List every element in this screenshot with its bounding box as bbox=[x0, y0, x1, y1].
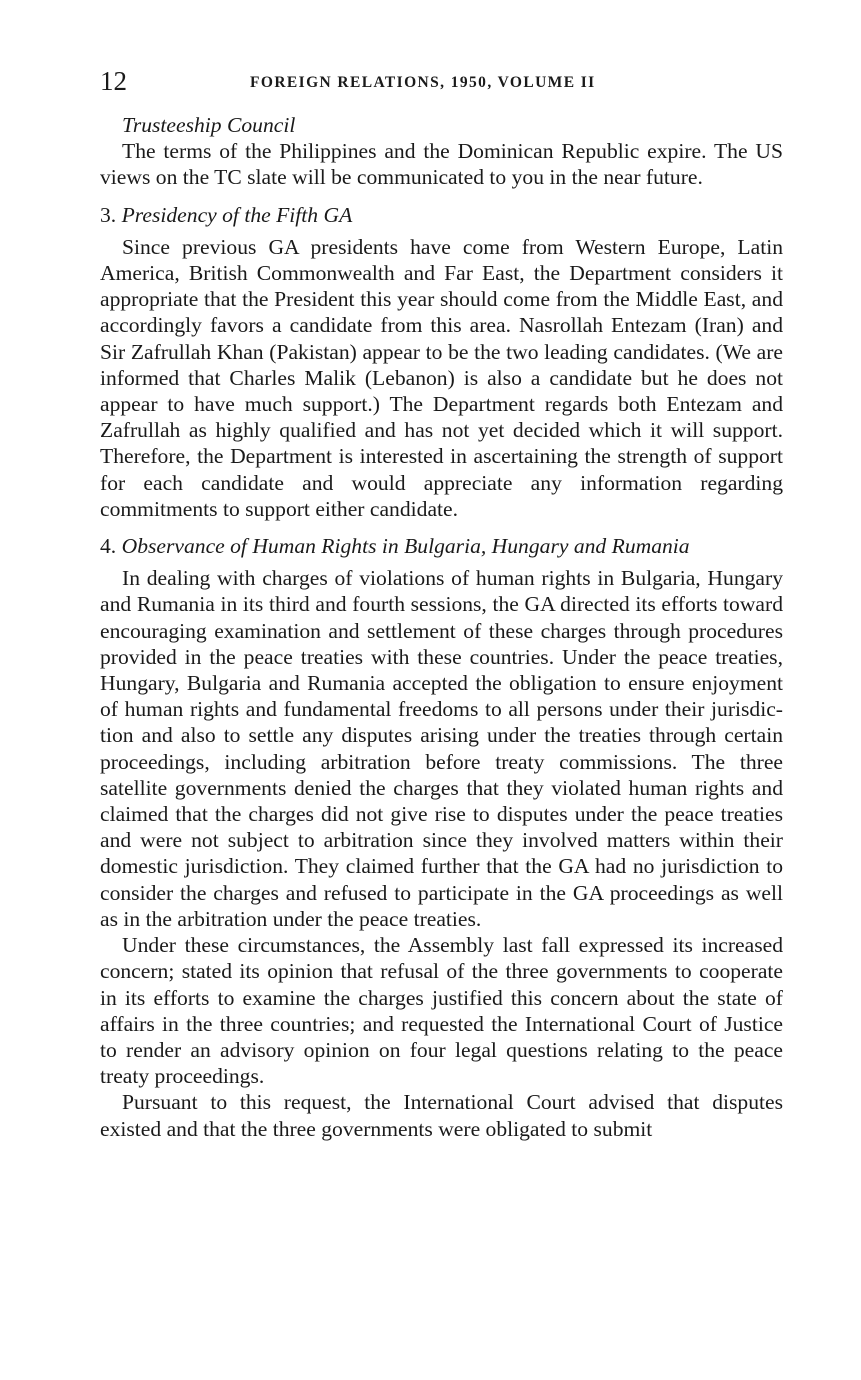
trusteeship-heading: Trusteeship Council bbox=[122, 113, 296, 137]
page-number: 12 bbox=[100, 66, 127, 96]
section-3-number: 3. bbox=[100, 202, 117, 227]
section-4-number: 4. bbox=[100, 534, 117, 559]
running-head bbox=[100, 66, 783, 102]
section-4-paragraph-3: Pursuant to this request, the International Court advised that disputes existed and that the three governments were obligated to submit bbox=[100, 1090, 783, 1141]
running-title: FOREIGN RELATIONS, 1950, VOLUME II bbox=[250, 74, 596, 91]
section-4-title: Observance of Human Rights in Bulgaria, Hungary and Rumania bbox=[121, 534, 690, 559]
section-3-heading bbox=[100, 202, 783, 228]
section-3-paragraph: Since previous GA presidents have come from Western Europe, Latin America, British Commonwealth and Far East, the Department considers it appropriate that the President this year should come from the Middle East, and accordingly favors a candidate from this area. Nasrollah Entezam (Iran) and Sir Zafrullah Khan (Pakistan) appear to be the two leading candidates. (We are informed that Charles Malik (Lebanon) is also a candidate but he does not appear to have much support.) The Department regards both Entezam and Zafrullah as highly qualified and has not yet decided which it will support. Therefore, the Department is interested in ascertaining the strength of support for each candidate and would appreciate any information regarding commitments to support either candidate. bbox=[100, 234, 783, 521]
section-3-title: Presidency of the Fifth GA bbox=[121, 202, 353, 227]
section-4-heading bbox=[100, 533, 783, 559]
section-4-paragraph-2: Under these circumstances, the Assembly last fall expressed its increased concern; stated its opinion that refusal of the three governments to cooperate in its efforts to examine the charges justified this concern about the state of affairs in the three countries; and requested the International Court of Justice to render an advisory opinion on four legal questions relating to the peace treaty proceedings. bbox=[100, 933, 783, 1089]
section-4-paragraph-1: In dealing with charges of violations of human rights in Bulgaria, Hungary and Rumania in its third and fourth sessions, the GA directed its efforts toward encouraging examination and settlement of these charges through procedures provided in the peace treaties with these countries. Under the peace treaties, Hungary, Bulgaria and Rumania accepted the obligation to ensure enjoyment of human rights and fundamental freedoms to all persons under their jurisdiction and also to settle any disputes arising under the treaties through certain proceedings, including arbitration before treaty commissions. The three satellite governments denied the charges that they violated human rights and claimed that the charges did not give rise to disputes under the peace treaties and were not subject to arbitration since they involved matters within their domestic jurisdiction. They claimed further that the GA had no jurisdiction to consider the charges and refused to participate in the GA proceedings as well as in the arbitration under the peace treaties. bbox=[100, 566, 783, 931]
trusteeship-paragraph: The terms of the Philippines and the Dominican Republic expire. The US views on the TC slate will be communicated to you in the near future. bbox=[100, 139, 783, 190]
body-text bbox=[100, 112, 783, 1142]
